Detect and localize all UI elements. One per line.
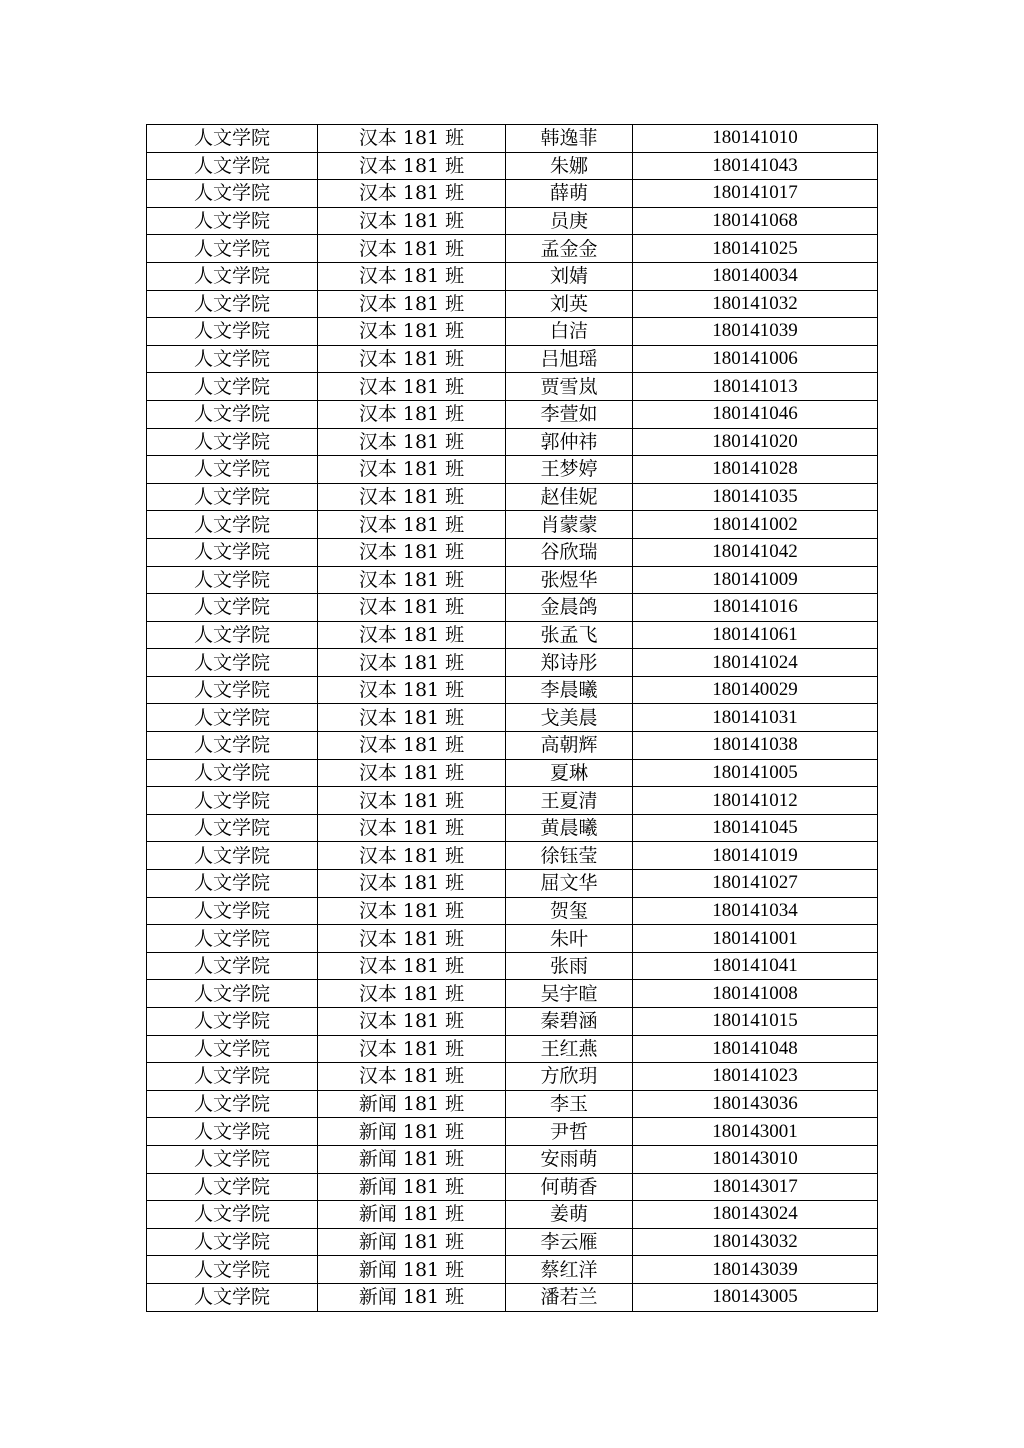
- table-row: [147, 787, 878, 815]
- student-name-cell: 刘婧: [506, 262, 633, 290]
- college-cell: 人文学院: [147, 1201, 318, 1229]
- student-id-cell: 180141024: [633, 649, 878, 677]
- student-name-cell: 戈美晨: [506, 704, 633, 732]
- class-cell: 汉本 181 班: [318, 428, 506, 456]
- student-id-cell: 180143005: [633, 1283, 878, 1311]
- college-cell: 人文学院: [147, 538, 318, 566]
- student-id-cell: 180143036: [633, 1090, 878, 1118]
- college-cell: 人文学院: [147, 262, 318, 290]
- table-row: [147, 870, 878, 898]
- college-cell: 人文学院: [147, 1118, 318, 1146]
- class-cell: 新闻 181 班: [318, 1173, 506, 1201]
- table-row: [147, 1145, 878, 1173]
- college-cell: 人文学院: [147, 152, 318, 180]
- student-id-cell: 180143010: [633, 1145, 878, 1173]
- student-id-cell: 180140034: [633, 262, 878, 290]
- table-row: [147, 400, 878, 428]
- table-row: [147, 594, 878, 622]
- class-cell: 汉本 181 班: [318, 1008, 506, 1036]
- college-cell: 人文学院: [147, 814, 318, 842]
- college-cell: 人文学院: [147, 180, 318, 208]
- table-row: [147, 1173, 878, 1201]
- table-row: [147, 704, 878, 732]
- student-name-cell: 尹哲: [506, 1118, 633, 1146]
- class-cell: 汉本 181 班: [318, 649, 506, 677]
- college-cell: 人文学院: [147, 704, 318, 732]
- student-id-cell: 180141025: [633, 235, 878, 263]
- college-cell: 人文学院: [147, 456, 318, 484]
- student-id-cell: 180141020: [633, 428, 878, 456]
- student-name-cell: 李晨曦: [506, 676, 633, 704]
- college-cell: 人文学院: [147, 1173, 318, 1201]
- college-cell: 人文学院: [147, 400, 318, 428]
- student-name-cell: 朱叶: [506, 925, 633, 953]
- student-name-cell: 何萌香: [506, 1173, 633, 1201]
- class-cell: 新闻 181 班: [318, 1118, 506, 1146]
- student-id-cell: 180141012: [633, 787, 878, 815]
- student-name-cell: 张孟飞: [506, 621, 633, 649]
- student-id-cell: 180141005: [633, 759, 878, 787]
- college-cell: 人文学院: [147, 345, 318, 373]
- table-row: [147, 152, 878, 180]
- class-cell: 汉本 181 班: [318, 566, 506, 594]
- college-cell: 人文学院: [147, 925, 318, 953]
- table-row: [147, 980, 878, 1008]
- student-id-cell: 180140029: [633, 676, 878, 704]
- table-row: [147, 456, 878, 484]
- class-cell: 汉本 181 班: [318, 1063, 506, 1091]
- student-id-cell: 180141039: [633, 318, 878, 346]
- student-name-cell: 郑诗彤: [506, 649, 633, 677]
- student-name-cell: 王梦婷: [506, 456, 633, 484]
- table-row: [147, 1063, 878, 1091]
- table-row: [147, 1008, 878, 1036]
- student-id-cell: 180141010: [633, 125, 878, 153]
- class-cell: 新闻 181 班: [318, 1256, 506, 1284]
- college-cell: 人文学院: [147, 952, 318, 980]
- student-name-cell: 孟金金: [506, 235, 633, 263]
- student-id-cell: 180141016: [633, 594, 878, 622]
- table-row: [147, 732, 878, 760]
- college-cell: 人文学院: [147, 870, 318, 898]
- college-cell: 人文学院: [147, 676, 318, 704]
- student-name-cell: 贺玺: [506, 897, 633, 925]
- class-cell: 汉本 181 班: [318, 621, 506, 649]
- college-cell: 人文学院: [147, 1008, 318, 1036]
- college-cell: 人文学院: [147, 1063, 318, 1091]
- class-cell: 汉本 181 班: [318, 125, 506, 153]
- student-name-cell: 李萱如: [506, 400, 633, 428]
- class-cell: 汉本 181 班: [318, 925, 506, 953]
- student-id-cell: 180143039: [633, 1256, 878, 1284]
- student-name-cell: 高朝辉: [506, 732, 633, 760]
- student-name-cell: 安雨萌: [506, 1145, 633, 1173]
- college-cell: 人文学院: [147, 207, 318, 235]
- college-cell: 人文学院: [147, 980, 318, 1008]
- student-name-cell: 赵佳妮: [506, 483, 633, 511]
- table-row: [147, 676, 878, 704]
- student-name-cell: 李玉: [506, 1090, 633, 1118]
- student-name-cell: 徐钰莹: [506, 842, 633, 870]
- student-name-cell: 员庚: [506, 207, 633, 235]
- class-cell: 新闻 181 班: [318, 1283, 506, 1311]
- student-id-cell: 180141019: [633, 842, 878, 870]
- class-cell: 汉本 181 班: [318, 152, 506, 180]
- table-row: [147, 235, 878, 263]
- student-id-cell: 180141046: [633, 400, 878, 428]
- student-name-cell: 潘若兰: [506, 1283, 633, 1311]
- table-row: [147, 1201, 878, 1229]
- student-name-cell: 张煜华: [506, 566, 633, 594]
- student-name-cell: 郭仲祎: [506, 428, 633, 456]
- college-cell: 人文学院: [147, 1228, 318, 1256]
- college-cell: 人文学院: [147, 594, 318, 622]
- college-cell: 人文学院: [147, 1283, 318, 1311]
- student-name-cell: 谷欣瑞: [506, 538, 633, 566]
- class-cell: 汉本 181 班: [318, 318, 506, 346]
- class-cell: 汉本 181 班: [318, 676, 506, 704]
- student-id-cell: 180141015: [633, 1008, 878, 1036]
- class-cell: 汉本 181 班: [318, 400, 506, 428]
- student-id-cell: 180141042: [633, 538, 878, 566]
- table-row: [147, 1283, 878, 1311]
- table-row: [147, 649, 878, 677]
- student-id-cell: 180141008: [633, 980, 878, 1008]
- roster-table-body: [147, 125, 878, 1312]
- student-id-cell: 180141068: [633, 207, 878, 235]
- student-id-cell: 180141002: [633, 511, 878, 539]
- college-cell: 人文学院: [147, 566, 318, 594]
- class-cell: 汉本 181 班: [318, 207, 506, 235]
- table-row: [147, 925, 878, 953]
- college-cell: 人文学院: [147, 318, 318, 346]
- table-row: [147, 538, 878, 566]
- class-cell: 汉本 181 班: [318, 538, 506, 566]
- college-cell: 人文学院: [147, 787, 318, 815]
- college-cell: 人文学院: [147, 1090, 318, 1118]
- college-cell: 人文学院: [147, 621, 318, 649]
- student-name-cell: 白洁: [506, 318, 633, 346]
- student-id-cell: 180143017: [633, 1173, 878, 1201]
- college-cell: 人文学院: [147, 373, 318, 401]
- table-row: [147, 621, 878, 649]
- table-row: [147, 180, 878, 208]
- student-name-cell: 黄晨曦: [506, 814, 633, 842]
- table-row: [147, 952, 878, 980]
- class-cell: 汉本 181 班: [318, 594, 506, 622]
- class-cell: 汉本 181 班: [318, 704, 506, 732]
- college-cell: 人文学院: [147, 1035, 318, 1063]
- student-name-cell: 韩逸菲: [506, 125, 633, 153]
- class-cell: 汉本 181 班: [318, 870, 506, 898]
- college-cell: 人文学院: [147, 649, 318, 677]
- college-cell: 人文学院: [147, 1145, 318, 1173]
- student-name-cell: 夏琳: [506, 759, 633, 787]
- student-name-cell: 金晨鸽: [506, 594, 633, 622]
- class-cell: 汉本 181 班: [318, 290, 506, 318]
- class-cell: 汉本 181 班: [318, 180, 506, 208]
- student-name-cell: 秦碧涵: [506, 1008, 633, 1036]
- student-name-cell: 吕旭瑶: [506, 345, 633, 373]
- class-cell: 汉本 181 班: [318, 952, 506, 980]
- class-cell: 汉本 181 班: [318, 1035, 506, 1063]
- table-row: [147, 207, 878, 235]
- table-row: [147, 1118, 878, 1146]
- college-cell: 人文学院: [147, 428, 318, 456]
- student-name-cell: 贾雪岚: [506, 373, 633, 401]
- table-row: [147, 373, 878, 401]
- table-row: [147, 759, 878, 787]
- student-id-cell: 180141041: [633, 952, 878, 980]
- class-cell: 汉本 181 班: [318, 842, 506, 870]
- student-id-cell: 180141061: [633, 621, 878, 649]
- student-id-cell: 180141045: [633, 814, 878, 842]
- table-row: [147, 318, 878, 346]
- student-name-cell: 薛萌: [506, 180, 633, 208]
- class-cell: 新闻 181 班: [318, 1201, 506, 1229]
- table-row: [147, 345, 878, 373]
- student-name-cell: 吴宇暄: [506, 980, 633, 1008]
- student-id-cell: 180141048: [633, 1035, 878, 1063]
- class-cell: 新闻 181 班: [318, 1090, 506, 1118]
- class-cell: 新闻 181 班: [318, 1145, 506, 1173]
- student-name-cell: 屈文华: [506, 870, 633, 898]
- college-cell: 人文学院: [147, 235, 318, 263]
- class-cell: 汉本 181 班: [318, 759, 506, 787]
- student-id-cell: 180141013: [633, 373, 878, 401]
- student-id-cell: 180141034: [633, 897, 878, 925]
- college-cell: 人文学院: [147, 1256, 318, 1284]
- table-row: [147, 1090, 878, 1118]
- table-row: [147, 262, 878, 290]
- student-id-cell: 180143032: [633, 1228, 878, 1256]
- student-id-cell: 180141017: [633, 180, 878, 208]
- class-cell: 汉本 181 班: [318, 980, 506, 1008]
- student-id-cell: 180141032: [633, 290, 878, 318]
- class-cell: 汉本 181 班: [318, 483, 506, 511]
- college-cell: 人文学院: [147, 732, 318, 760]
- student-name-cell: 刘英: [506, 290, 633, 318]
- student-roster-table: [146, 124, 878, 1312]
- college-cell: 人文学院: [147, 483, 318, 511]
- table-row: [147, 428, 878, 456]
- student-name-cell: 张雨: [506, 952, 633, 980]
- student-name-cell: 蔡红洋: [506, 1256, 633, 1284]
- student-id-cell: 180141031: [633, 704, 878, 732]
- student-name-cell: 姜萌: [506, 1201, 633, 1229]
- class-cell: 新闻 181 班: [318, 1228, 506, 1256]
- student-id-cell: 180141023: [633, 1063, 878, 1091]
- student-name-cell: 王红燕: [506, 1035, 633, 1063]
- student-name-cell: 李云雁: [506, 1228, 633, 1256]
- college-cell: 人文学院: [147, 290, 318, 318]
- student-name-cell: 朱娜: [506, 152, 633, 180]
- student-id-cell: 180141006: [633, 345, 878, 373]
- class-cell: 汉本 181 班: [318, 732, 506, 760]
- student-id-cell: 180143001: [633, 1118, 878, 1146]
- student-id-cell: 180141038: [633, 732, 878, 760]
- class-cell: 汉本 181 班: [318, 814, 506, 842]
- table-row: [147, 125, 878, 153]
- class-cell: 汉本 181 班: [318, 897, 506, 925]
- table-row: [147, 566, 878, 594]
- class-cell: 汉本 181 班: [318, 235, 506, 263]
- class-cell: 汉本 181 班: [318, 787, 506, 815]
- class-cell: 汉本 181 班: [318, 456, 506, 484]
- college-cell: 人文学院: [147, 842, 318, 870]
- class-cell: 汉本 181 班: [318, 511, 506, 539]
- table-row: [147, 842, 878, 870]
- college-cell: 人文学院: [147, 125, 318, 153]
- college-cell: 人文学院: [147, 511, 318, 539]
- table-row: [147, 1228, 878, 1256]
- class-cell: 汉本 181 班: [318, 345, 506, 373]
- table-row: [147, 1035, 878, 1063]
- table-row: [147, 483, 878, 511]
- student-name-cell: 王夏清: [506, 787, 633, 815]
- student-id-cell: 180141001: [633, 925, 878, 953]
- college-cell: 人文学院: [147, 759, 318, 787]
- student-name-cell: 肖蒙蒙: [506, 511, 633, 539]
- table-row: [147, 1256, 878, 1284]
- table-row: [147, 897, 878, 925]
- student-name-cell: 方欣玥: [506, 1063, 633, 1091]
- student-id-cell: 180141028: [633, 456, 878, 484]
- class-cell: 汉本 181 班: [318, 373, 506, 401]
- table-row: [147, 511, 878, 539]
- student-id-cell: 180141043: [633, 152, 878, 180]
- college-cell: 人文学院: [147, 897, 318, 925]
- student-id-cell: 180143024: [633, 1201, 878, 1229]
- student-id-cell: 180141035: [633, 483, 878, 511]
- student-id-cell: 180141009: [633, 566, 878, 594]
- class-cell: 汉本 181 班: [318, 262, 506, 290]
- table-row: [147, 814, 878, 842]
- student-id-cell: 180141027: [633, 870, 878, 898]
- table-row: [147, 290, 878, 318]
